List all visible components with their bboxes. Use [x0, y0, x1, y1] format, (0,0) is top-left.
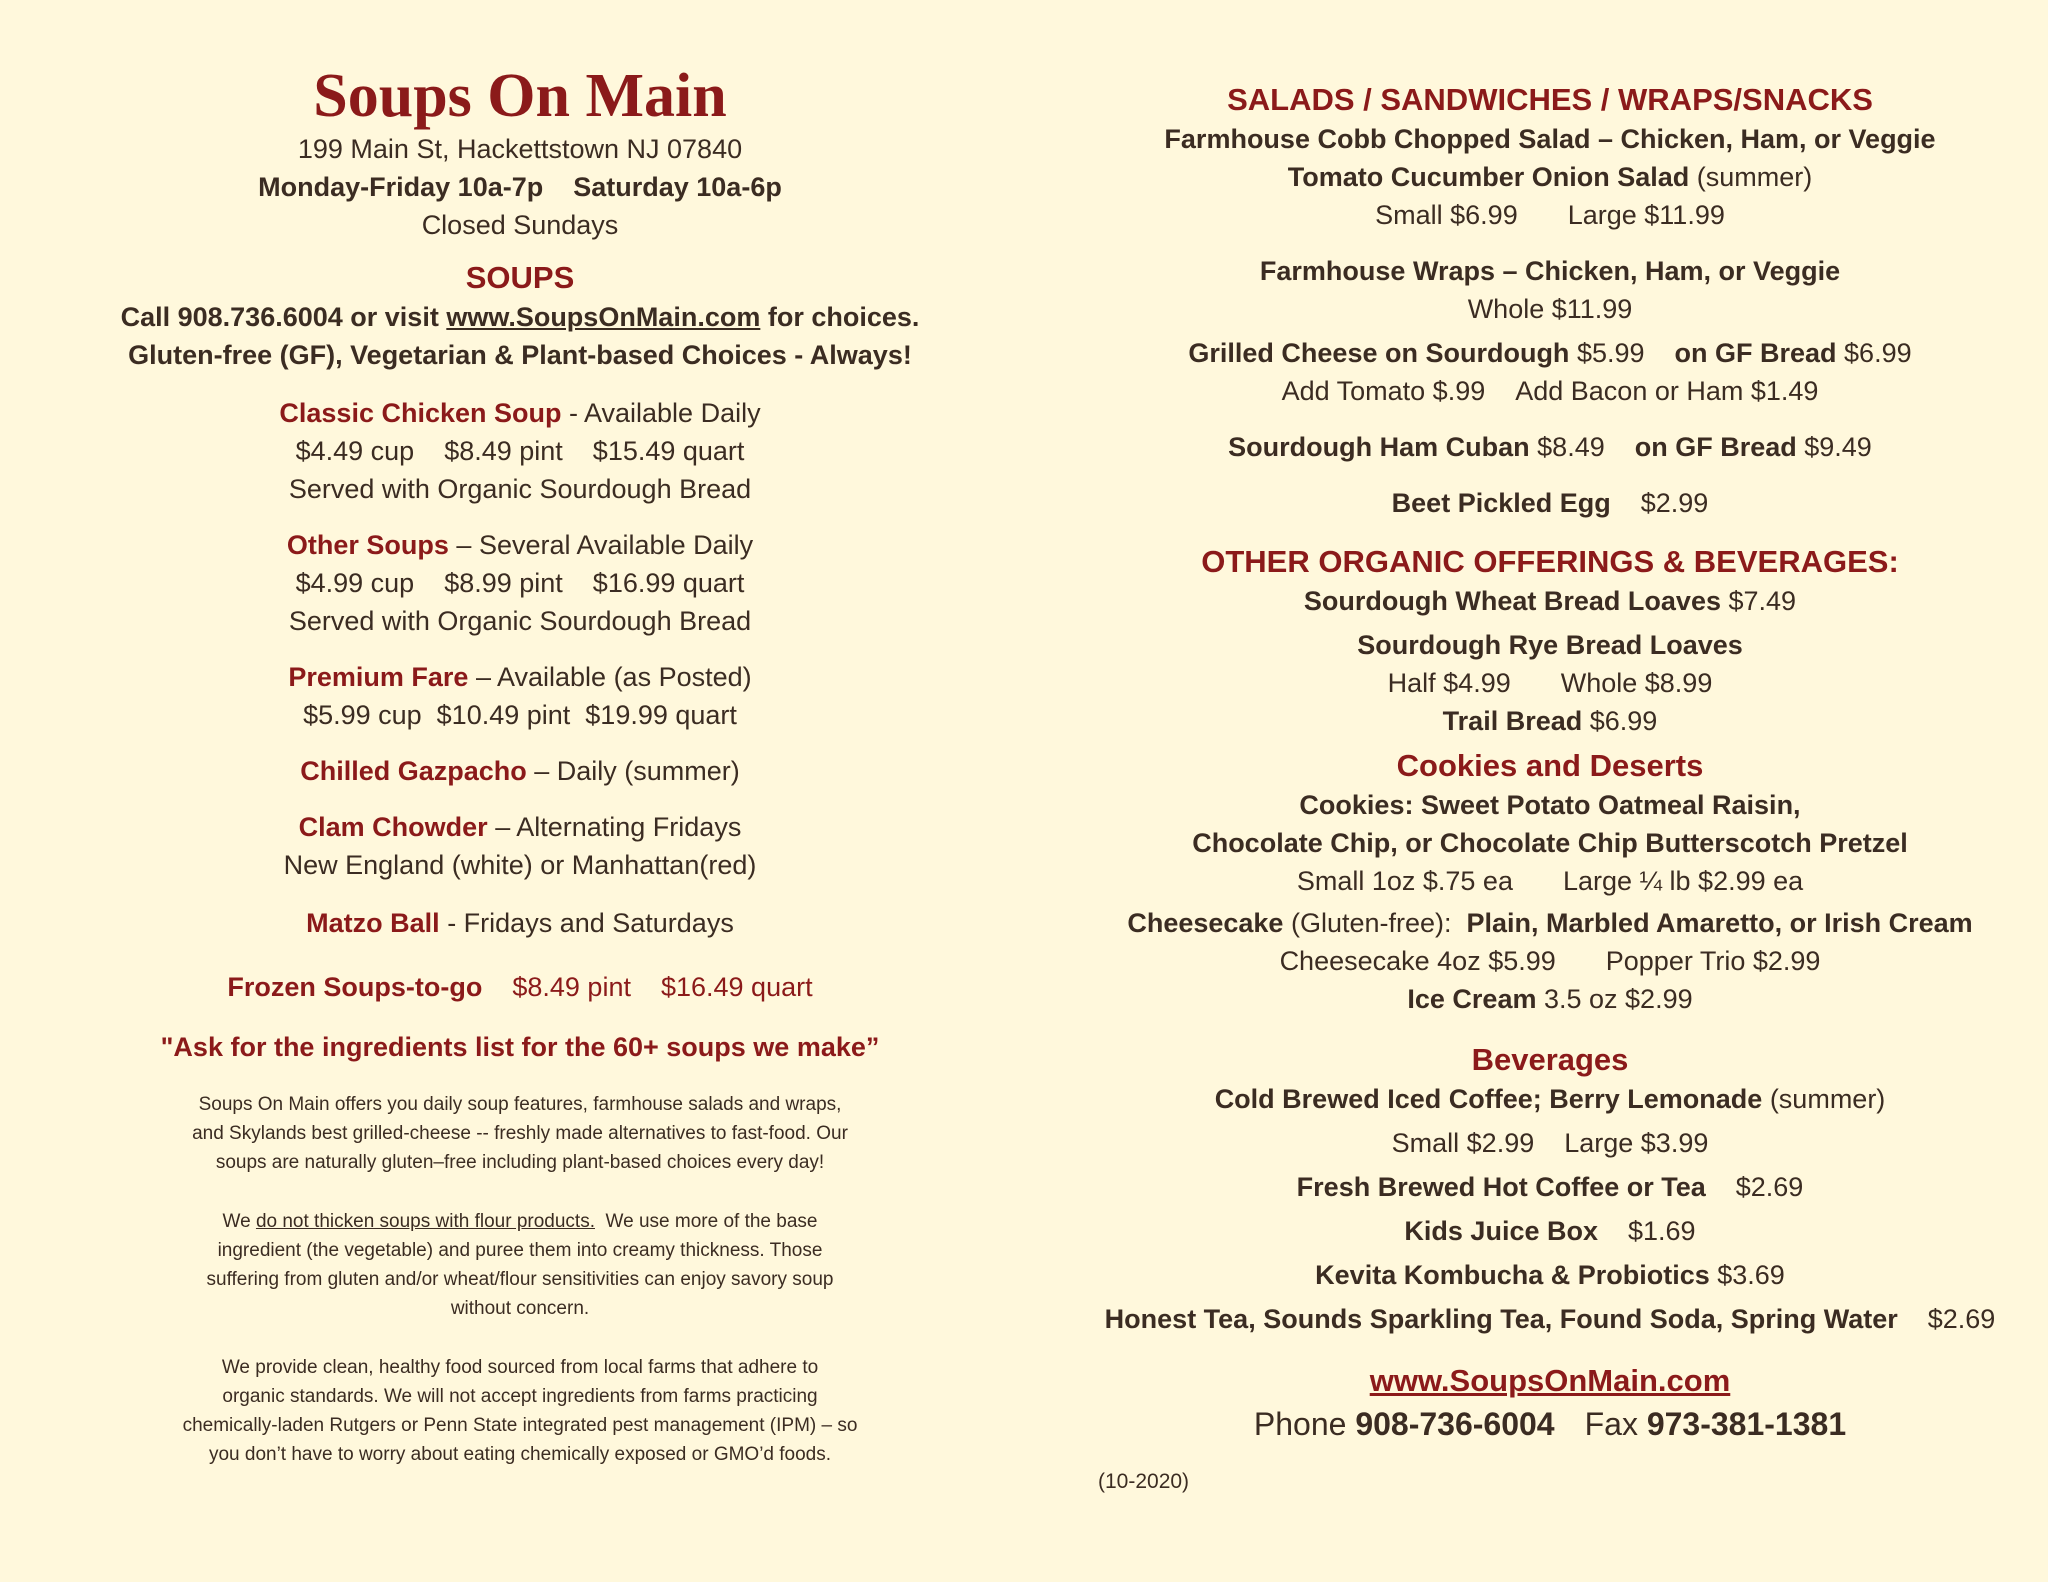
- cookies-line-2: Chocolate Chip, or Chocolate Chip Butterscotch Pretzel: [1192, 828, 1908, 858]
- grilled-addons: Add Tomato $.99 Add Bacon or Ham $1.49: [1281, 376, 1819, 406]
- cold-brew: Cold Brewed Iced Coffee; Berry Lemonade (summer): [1214, 1084, 1886, 1114]
- frozen-soups: Frozen Soups-to-go $8.49 pint $16.49 quart: [227, 972, 813, 1002]
- clam-chowder: Clam Chowder – Alternating Fridays: [298, 812, 742, 842]
- kids-juice-box: Kids Juice Box $1.69: [1404, 1216, 1696, 1246]
- soups-header: SOUPS: [465, 260, 575, 295]
- beverage-prices: Small $2.99 Large $3.99: [1391, 1128, 1709, 1158]
- cookies-header: Cookies and Deserts: [1396, 748, 1704, 783]
- beverages-header: Beverages: [1471, 1042, 1629, 1077]
- beet-pickled-egg: Beet Pickled Egg $2.99: [1391, 488, 1709, 518]
- cheesecake-prices: Cheesecake 4oz $5.99 Popper Trio $2.99: [1279, 946, 1821, 976]
- about-paragraph-3: We provide clean, healthy food sourced from local farms that adhere to organic standards. We will not accept ingredients from farms practicing chemically-laden Rutgers or Penn State integrated pest management (IPM) – so you don’t have to worry about eating chemically exposed or GMO’d foods.: [182, 1357, 858, 1465]
- classic-prices: $4.49 cup $8.49 pint $15.49 quart: [295, 436, 745, 466]
- premium-fare: Premium Fare – Available (as Posted): [288, 662, 752, 692]
- rye-bread: Sourdough Rye Bread Loaves: [1357, 630, 1743, 660]
- cobb-salad: Farmhouse Cobb Chopped Salad – Chicken, Ham, or Veggie: [1164, 124, 1936, 154]
- other-soups: Other Soups – Several Available Daily: [286, 530, 754, 560]
- about-paragraph-2: We do not thicken soups with flour products. We use more of the base ingredient (the vegetable) and puree them into creamy thickness. Those suffering from gluten and/or wheat/flour sensitivities can enjoy savory soup without concern.: [206, 1211, 834, 1319]
- restaurant-title: Soups On Main: [313, 62, 727, 130]
- matzo-ball: Matzo Ball - Fridays and Saturdays: [306, 908, 734, 938]
- gluten-free-note: Gluten-free (GF), Vegetarian & Plant-based Choices - Always!: [128, 340, 912, 370]
- salad-prices: Small $6.99 Large $11.99: [1375, 200, 1725, 230]
- cheesecake: Cheesecake (Gluten-free): Plain, Marbled Amaretto, or Irish Cream: [1127, 908, 1973, 938]
- closed-note: Closed Sundays: [421, 210, 619, 240]
- ingredients-note: "Ask for the ingredients list for the 60+ soups we make”: [160, 1032, 880, 1062]
- honest-tea: Honest Tea, Sounds Sparkling Tea, Found Soda, Spring Water $2.69: [1104, 1304, 1996, 1334]
- revision-date: (10-2020): [1098, 1470, 1190, 1493]
- other-prices: $4.99 cup $8.99 pint $16.99 quart: [295, 568, 745, 598]
- salads-header: SALADS / SANDWICHES / WRAPS/SNACKS: [1227, 82, 1873, 117]
- kevita-kombucha: Kevita Kombucha & Probiotics $3.69: [1315, 1260, 1785, 1290]
- chilled-gazpacho: Chilled Gazpacho – Daily (summer): [300, 756, 740, 786]
- other-offerings-header: OTHER ORGANIC OFFERINGS & BEVERAGES:: [1201, 544, 1899, 579]
- clam-types: New England (white) or Manhattan(red): [283, 850, 757, 880]
- ham-cuban: Sourdough Ham Cuban $8.49 on GF Bread $9.49: [1228, 432, 1872, 462]
- hours: Monday-Friday 10a-7p Saturday 10a-6p: [258, 172, 782, 202]
- wheat-bread: Sourdough Wheat Bread Loaves $7.49: [1303, 586, 1797, 616]
- about-paragraph-1: Soups On Main offers you daily soup features, farmhouse salads and wraps, and Skylands best grilled-cheese -- freshly made alternatives to fast-food. Our soups are naturally gluten–free including plant-based choices every day!: [192, 1094, 848, 1173]
- classic-chicken-soup: Classic Chicken Soup - Available Daily: [279, 398, 761, 428]
- hot-coffee-tea: Fresh Brewed Hot Coffee or Tea $2.69: [1296, 1172, 1804, 1202]
- farmhouse-wraps: Farmhouse Wraps – Chicken, Ham, or Veggie: [1259, 256, 1841, 286]
- cookies-line-1: Cookies: Sweet Potato Oatmeal Raisin,: [1299, 790, 1801, 820]
- premium-prices: $5.99 cup $10.49 pint $19.99 quart: [303, 700, 737, 730]
- right-column: [1070, 0, 2030, 1446]
- contact-line: Phone 908-736-6004 Fax 973-381-1381: [1253, 1406, 1847, 1442]
- grilled-cheese: Grilled Cheese on Sourdough $5.99 on GF Bread $6.99: [1188, 338, 1912, 368]
- wraps-price: Whole $11.99: [1467, 294, 1633, 324]
- trail-bread: Trail Bread $6.99: [1442, 706, 1658, 736]
- ice-cream: Ice Cream 3.5 oz $2.99: [1407, 984, 1693, 1014]
- website-footer-link[interactable]: www.SoupsOnMain.com: [1369, 1363, 1731, 1398]
- left-column: [80, 0, 960, 1469]
- other-served: Served with Organic Sourdough Bread: [288, 606, 752, 636]
- cookies-prices: Small 1oz $.75 ea Large ¼ lb $2.99 ea: [1296, 866, 1804, 896]
- rye-prices: Half $4.99 Whole $8.99: [1387, 668, 1713, 698]
- classic-served: Served with Organic Sourdough Bread: [288, 474, 752, 504]
- website-link[interactable]: www.SoupsOnMain.com: [446, 302, 761, 332]
- address: 199 Main St, Hackettstown NJ 07840: [297, 134, 743, 164]
- tomato-salad: Tomato Cucumber Onion Salad (summer): [1287, 162, 1813, 192]
- call-line: Call 908.736.6004 or visit www.SoupsOnMain.com for choices.: [120, 302, 920, 332]
